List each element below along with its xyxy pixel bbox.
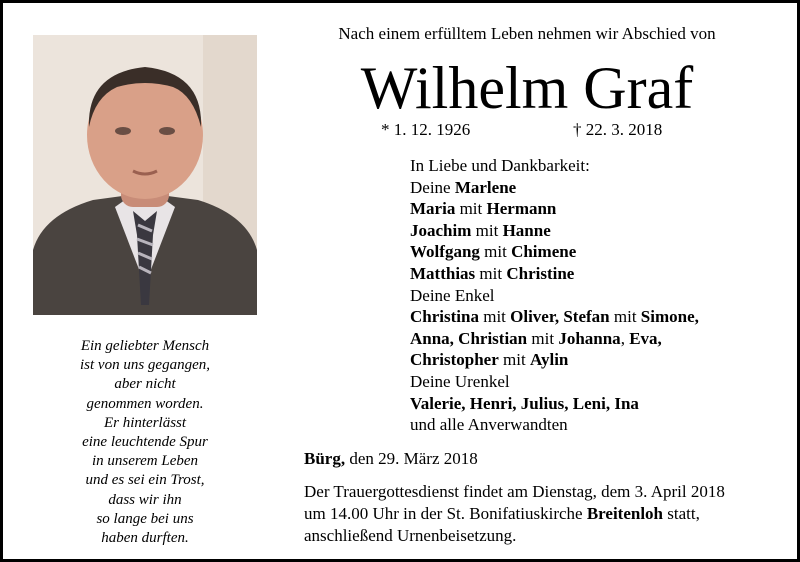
mourner-line	[410, 306, 699, 328]
mourner-line	[410, 414, 699, 436]
plain-text: In Liebe und Dankbarkeit:	[410, 156, 590, 175]
mourner-line	[410, 241, 699, 263]
plain-text: mit	[471, 220, 503, 240]
mourner-line	[410, 177, 699, 199]
portrait-photo	[33, 35, 257, 315]
mourner-line	[410, 371, 699, 393]
place: Bürg,	[304, 449, 346, 468]
mourner-line	[410, 285, 699, 307]
poem-line: so lange bei uns	[96, 510, 194, 527]
poem-line: Er hinterlässt	[103, 414, 187, 431]
plain-text: mit	[455, 199, 487, 219]
mourner-line	[410, 393, 699, 415]
death-date: † 22. 3. 2018	[573, 120, 663, 139]
right-eye	[159, 127, 175, 135]
service-line	[304, 503, 725, 525]
name-text: Marlene	[454, 177, 517, 197]
plain-text: Der Trauergottesdienst findet am Dienstag, dem 3. April 2018	[304, 482, 725, 501]
service-announcement	[304, 481, 725, 547]
plain-text: mit	[478, 307, 511, 327]
mourner-line	[410, 198, 699, 220]
plain-text: mit	[475, 263, 507, 283]
name-text: Matthias	[410, 263, 476, 283]
plain-text: mit	[527, 328, 559, 348]
service-line	[304, 525, 725, 547]
poem	[33, 337, 257, 548]
name-text: Breitenloh	[586, 504, 664, 523]
mourner-line	[410, 328, 699, 350]
name-text: Oliver, Stefan	[510, 307, 610, 327]
plain-text: und alle Anverwandten	[410, 415, 568, 435]
poem-line: ist von uns gegangen,	[80, 357, 210, 374]
plain-text: Deine Urenkel	[410, 371, 510, 391]
mourner-line	[410, 349, 699, 371]
name-text: Hermann	[486, 199, 557, 219]
plain-text: um 14.00 Uhr in der St. Bonifatiuskirche	[304, 504, 587, 523]
name-text: Christopher	[410, 350, 499, 370]
name-text: Christina	[410, 307, 479, 327]
mourner-line	[410, 155, 699, 177]
plain-text: mit	[609, 307, 641, 327]
poem-line: und es sei ein Trost,	[85, 472, 205, 489]
place-and-date	[304, 448, 478, 470]
poem-line: genommen worden.	[86, 395, 204, 412]
plain-text: anschließend Urnenbeisetzung.	[304, 526, 517, 545]
plain-text: Deine	[410, 177, 455, 197]
poem-line: dass wir ihn	[108, 491, 182, 508]
poem-line: haben durften.	[101, 530, 189, 547]
poem-line: aber nicht	[114, 376, 176, 393]
name-text: Chimene	[511, 242, 577, 262]
plain-text: mit	[479, 242, 512, 262]
name-text: Aylin	[529, 350, 569, 370]
plain-text: statt,	[663, 504, 700, 523]
birth-date: * 1. 12. 1926	[381, 120, 471, 139]
poem-line: in unserem Leben	[91, 453, 199, 470]
name-text: Wolfgang	[410, 242, 480, 262]
poem-line: eine leuchtende Spur	[82, 434, 208, 451]
left-eye	[115, 127, 131, 135]
name-text: Joachim	[410, 220, 472, 240]
mourner-line	[410, 263, 699, 285]
name-text: Christine	[506, 263, 575, 283]
name-text: Anna, Christian	[410, 328, 528, 348]
name-text: Valerie, Henri, Julius, Leni, Ina	[410, 393, 639, 413]
mourners-list	[410, 155, 699, 436]
date: den 29. März 2018	[345, 449, 478, 468]
mourner-line	[410, 220, 699, 242]
name-text: Simone,	[640, 307, 699, 327]
plain-text: ,	[620, 328, 630, 348]
deceased-name: Wilhelm Graf	[360, 55, 694, 121]
service-line	[304, 481, 725, 503]
name-text: Eva,	[629, 328, 662, 348]
name-text: Maria	[410, 199, 456, 219]
name-text: Hanne	[502, 220, 551, 240]
plain-text: mit	[498, 350, 530, 370]
name-text: Johanna	[558, 328, 621, 348]
intro-text: Nach einem erfülltem Leben nehmen wir Abschied von	[338, 24, 716, 43]
portrait-image	[33, 35, 257, 315]
plain-text: Deine Enkel	[410, 285, 495, 305]
poem-line: Ein geliebter Mensch	[80, 338, 210, 354]
